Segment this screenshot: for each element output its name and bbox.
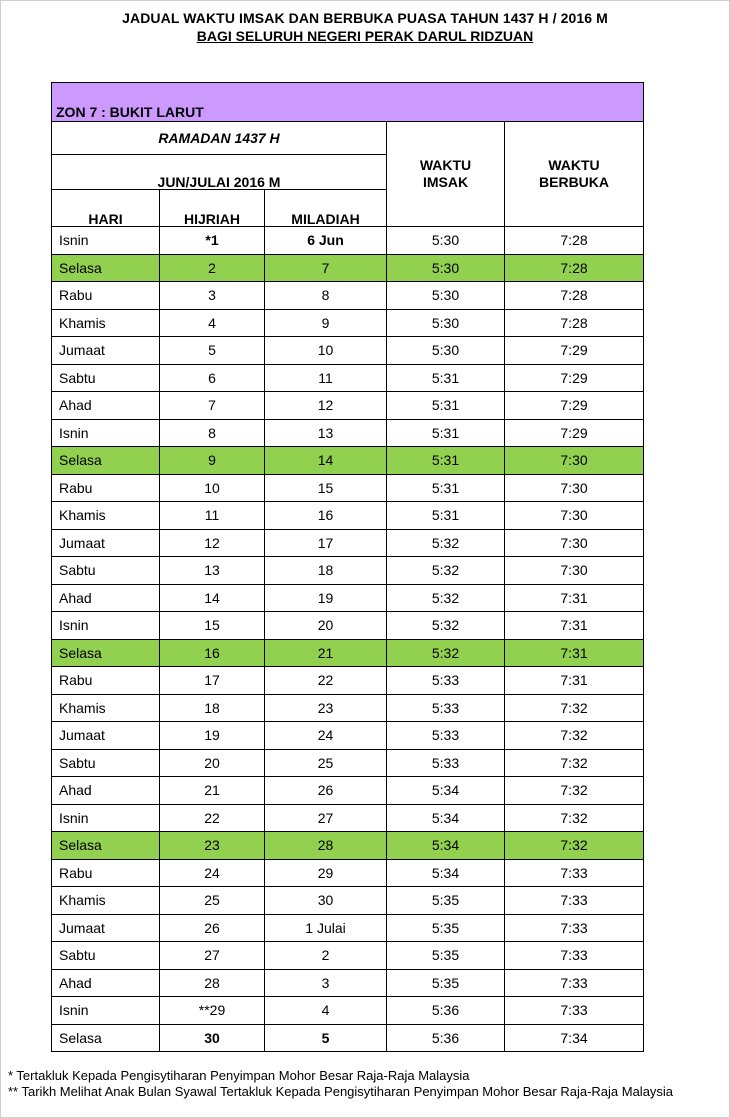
miladiah-cell: 21 <box>265 639 387 667</box>
miladiah-cell: 12 <box>265 392 387 420</box>
day-cell: Selasa <box>52 447 160 475</box>
hijriah-cell: 21 <box>160 777 265 805</box>
day-cell: Rabu <box>52 474 160 502</box>
berbuka-cell: 7:32 <box>505 749 644 777</box>
miladiah-cell: 17 <box>265 529 387 557</box>
table-row <box>52 639 644 667</box>
imsak-cell: 5:31 <box>387 392 505 420</box>
table-row <box>52 749 644 777</box>
table-row <box>52 667 644 695</box>
imsak-cell: 5:33 <box>387 694 505 722</box>
miladiah-cell: 28 <box>265 832 387 860</box>
table-row <box>52 337 644 365</box>
berbuka-cell: 7:30 <box>505 474 644 502</box>
table-row <box>52 914 644 942</box>
berbuka-cell: 7:30 <box>505 502 644 530</box>
berbuka-cell: 7:30 <box>505 447 644 475</box>
miladiah-cell: 27 <box>265 804 387 832</box>
berbuka-cell: 7:28 <box>505 254 644 282</box>
table-row <box>52 584 644 612</box>
day-cell: Selasa <box>52 639 160 667</box>
berbuka-cell: 7:33 <box>505 859 644 887</box>
berbuka-cell: 7:33 <box>505 942 644 970</box>
miladiah-cell: 26 <box>265 777 387 805</box>
miladiah-cell: 6 Jun <box>265 227 387 255</box>
hijriah-cell: 9 <box>160 447 265 475</box>
hijriah-cell: *1 <box>160 227 265 255</box>
berbuka-cell: 7:29 <box>505 337 644 365</box>
day-cell: Isnin <box>52 227 160 255</box>
miladiah-cell: 24 <box>265 722 387 750</box>
miladiah-cell: 29 <box>265 859 387 887</box>
zone-label: ZON 7 : BUKIT LARUT <box>52 83 644 122</box>
miladiah-cell: 3 <box>265 969 387 997</box>
hijriah-cell: 16 <box>160 639 265 667</box>
imsak-cell: 5:35 <box>387 969 505 997</box>
table-row <box>52 804 644 832</box>
imsak-cell: 5:30 <box>387 337 505 365</box>
miladiah-cell: 9 <box>265 309 387 337</box>
table-row <box>52 969 644 997</box>
imsak-cell: 5:30 <box>387 254 505 282</box>
table-row <box>52 419 644 447</box>
day-cell: Ahad <box>52 392 160 420</box>
miladiah-cell: 8 <box>265 282 387 310</box>
hijriah-cell: 20 <box>160 749 265 777</box>
miladiah-cell: 18 <box>265 557 387 585</box>
table-row <box>52 832 644 860</box>
table-row <box>52 694 644 722</box>
berbuka-cell: 7:33 <box>505 969 644 997</box>
berbuka-cell: 7:32 <box>505 722 644 750</box>
day-cell: Rabu <box>52 859 160 887</box>
imsak-cell: 5:35 <box>387 914 505 942</box>
table-row <box>52 997 644 1025</box>
day-cell: Sabtu <box>52 942 160 970</box>
imsak-cell: 5:36 <box>387 997 505 1025</box>
hijriah-cell: 7 <box>160 392 265 420</box>
document-title: JADUAL WAKTU IMSAK DAN BERBUKA PUASA TAHUN 1437 H / 2016 M <box>122 10 608 26</box>
hijriah-cell: 19 <box>160 722 265 750</box>
day-cell: Ahad <box>52 777 160 805</box>
hijriah-cell: 30 <box>160 1024 265 1052</box>
berbuka-cell: 7:32 <box>505 777 644 805</box>
miladiah-cell: 14 <box>265 447 387 475</box>
table-row <box>52 282 644 310</box>
hijriah-cell: 23 <box>160 832 265 860</box>
hijriah-cell: 5 <box>160 337 265 365</box>
day-cell: Khamis <box>52 502 160 530</box>
hijriah-cell: 22 <box>160 804 265 832</box>
berbuka-cell: 7:29 <box>505 364 644 392</box>
table-row <box>52 557 644 585</box>
berbuka-cell: 7:33 <box>505 997 644 1025</box>
day-cell: Selasa <box>52 1024 160 1052</box>
table-row <box>52 942 644 970</box>
day-cell: Isnin <box>52 804 160 832</box>
miladiah-cell: 25 <box>265 749 387 777</box>
miladiah-cell: 23 <box>265 694 387 722</box>
imsak-cell: 5:34 <box>387 859 505 887</box>
berbuka-cell: 7:29 <box>505 392 644 420</box>
hijriah-cell: 24 <box>160 859 265 887</box>
hijriah-cell: 17 <box>160 667 265 695</box>
table-row <box>52 227 644 255</box>
imsak-cell: 5:35 <box>387 887 505 915</box>
imsak-cell: 5:33 <box>387 722 505 750</box>
miladiah-cell: 5 <box>265 1024 387 1052</box>
miladiah-header: MILADIAH <box>265 190 387 227</box>
day-cell: Isnin <box>52 612 160 640</box>
miladiah-cell: 15 <box>265 474 387 502</box>
hijriah-cell: 18 <box>160 694 265 722</box>
imsak-cell: 5:33 <box>387 667 505 695</box>
imsak-cell: 5:31 <box>387 502 505 530</box>
day-cell: Jumaat <box>52 914 160 942</box>
day-cell: Isnin <box>52 997 160 1025</box>
document-subtitle: BAGI SELURUH NEGERI PERAK DARUL RIDZUAN <box>196 28 534 44</box>
day-cell: Isnin <box>52 419 160 447</box>
footnote: ** Tarikh Melihat Anak Bulan Syawal Tertakluk Kepada Pengisytiharan Penyimpan Mohor Besar Raja-Raja Malaysia <box>8 1084 674 1099</box>
footnotes <box>8 1068 673 1100</box>
imsak-cell: 5:32 <box>387 557 505 585</box>
day-cell: Ahad <box>52 969 160 997</box>
hijriah-cell: **29 <box>160 997 265 1025</box>
hijriah-cell: 28 <box>160 969 265 997</box>
miladiah-cell: 10 <box>265 337 387 365</box>
hijriah-header: HIJRIAH <box>160 190 265 227</box>
miladiah-cell: 1 Julai <box>265 914 387 942</box>
day-cell: Sabtu <box>52 557 160 585</box>
imsak-cell: 5:34 <box>387 804 505 832</box>
table-row <box>52 502 644 530</box>
table-row <box>52 859 644 887</box>
imsak-cell: 5:35 <box>387 942 505 970</box>
day-cell: Jumaat <box>52 722 160 750</box>
imsak-cell: 5:31 <box>387 419 505 447</box>
miladiah-cell: 20 <box>265 612 387 640</box>
imsak-cell: 5:32 <box>387 612 505 640</box>
hijriah-cell: 3 <box>160 282 265 310</box>
hijriah-cell: 12 <box>160 529 265 557</box>
hijriah-cell: 10 <box>160 474 265 502</box>
berbuka-cell: 7:31 <box>505 667 644 695</box>
miladiah-cell: 13 <box>265 419 387 447</box>
table-row <box>52 392 644 420</box>
berbuka-header: WAKTU BERBUKA <box>505 122 644 227</box>
berbuka-cell: 7:32 <box>505 832 644 860</box>
table-row <box>52 612 644 640</box>
berbuka-cell: 7:29 <box>505 419 644 447</box>
imsak-cell: 5:32 <box>387 584 505 612</box>
imsak-cell: 5:36 <box>387 1024 505 1052</box>
imsak-cell: 5:31 <box>387 447 505 475</box>
table-row <box>52 447 644 475</box>
ramadan-header: RAMADAN 1437 H <box>52 122 387 155</box>
imsak-cell: 5:30 <box>387 309 505 337</box>
hijriah-cell: 27 <box>160 942 265 970</box>
hijriah-cell: 8 <box>160 419 265 447</box>
hijriah-cell: 15 <box>160 612 265 640</box>
hijriah-cell: 14 <box>160 584 265 612</box>
day-cell: Khamis <box>52 694 160 722</box>
day-cell: Sabtu <box>52 749 160 777</box>
imsak-cell: 5:32 <box>387 639 505 667</box>
hijriah-cell: 6 <box>160 364 265 392</box>
imsak-cell: 5:34 <box>387 832 505 860</box>
day-cell: Ahad <box>52 584 160 612</box>
miladiah-cell: 22 <box>265 667 387 695</box>
hari-header: HARI <box>52 190 160 227</box>
miladiah-cell: 11 <box>265 364 387 392</box>
hijriah-cell: 25 <box>160 887 265 915</box>
day-cell: Selasa <box>52 832 160 860</box>
imsak-cell: 5:33 <box>387 749 505 777</box>
berbuka-cell: 7:31 <box>505 612 644 640</box>
footnote: * Tertakluk Kepada Pengisytiharan Penyimpan Mohor Besar Raja-Raja Malaysia <box>8 1068 470 1083</box>
imsak-cell: 5:34 <box>387 777 505 805</box>
imsak-cell: 5:31 <box>387 364 505 392</box>
imsak-cell: 5:30 <box>387 227 505 255</box>
berbuka-cell: 7:30 <box>505 557 644 585</box>
imsak-header: WAKTU IMSAK <box>387 122 505 227</box>
table-row <box>52 777 644 805</box>
berbuka-cell: 7:31 <box>505 584 644 612</box>
miladiah-cell: 16 <box>265 502 387 530</box>
berbuka-cell: 7:32 <box>505 804 644 832</box>
miladiah-cell: 19 <box>265 584 387 612</box>
miladiah-cell: 2 <box>265 942 387 970</box>
day-cell: Rabu <box>52 282 160 310</box>
table-row <box>52 474 644 502</box>
hijriah-cell: 4 <box>160 309 265 337</box>
table-row <box>52 887 644 915</box>
berbuka-cell: 7:33 <box>505 887 644 915</box>
day-cell: Sabtu <box>52 364 160 392</box>
miladiah-cell: 7 <box>265 254 387 282</box>
schedule-table <box>51 82 644 1052</box>
hijriah-cell: 2 <box>160 254 265 282</box>
berbuka-cell: 7:34 <box>505 1024 644 1052</box>
day-cell: Khamis <box>52 887 160 915</box>
table-row <box>52 309 644 337</box>
day-cell: Rabu <box>52 667 160 695</box>
imsak-cell: 5:32 <box>387 529 505 557</box>
berbuka-cell: 7:33 <box>505 914 644 942</box>
table-row <box>52 364 644 392</box>
table-row <box>52 254 644 282</box>
hijriah-cell: 26 <box>160 914 265 942</box>
miladiah-cell: 30 <box>265 887 387 915</box>
table-row <box>52 722 644 750</box>
month-header: JUN/JULAI 2016 M <box>52 155 387 190</box>
miladiah-cell: 4 <box>265 997 387 1025</box>
hijriah-cell: 13 <box>160 557 265 585</box>
day-cell: Khamis <box>52 309 160 337</box>
berbuka-cell: 7:28 <box>505 227 644 255</box>
day-cell: Selasa <box>52 254 160 282</box>
table-row <box>52 529 644 557</box>
imsak-cell: 5:30 <box>387 282 505 310</box>
day-cell: Jumaat <box>52 337 160 365</box>
imsak-cell: 5:31 <box>387 474 505 502</box>
day-cell: Jumaat <box>52 529 160 557</box>
berbuka-cell: 7:28 <box>505 282 644 310</box>
berbuka-cell: 7:28 <box>505 309 644 337</box>
berbuka-cell: 7:30 <box>505 529 644 557</box>
berbuka-cell: 7:31 <box>505 639 644 667</box>
berbuka-cell: 7:32 <box>505 694 644 722</box>
table-row <box>52 1024 644 1052</box>
hijriah-cell: 11 <box>160 502 265 530</box>
